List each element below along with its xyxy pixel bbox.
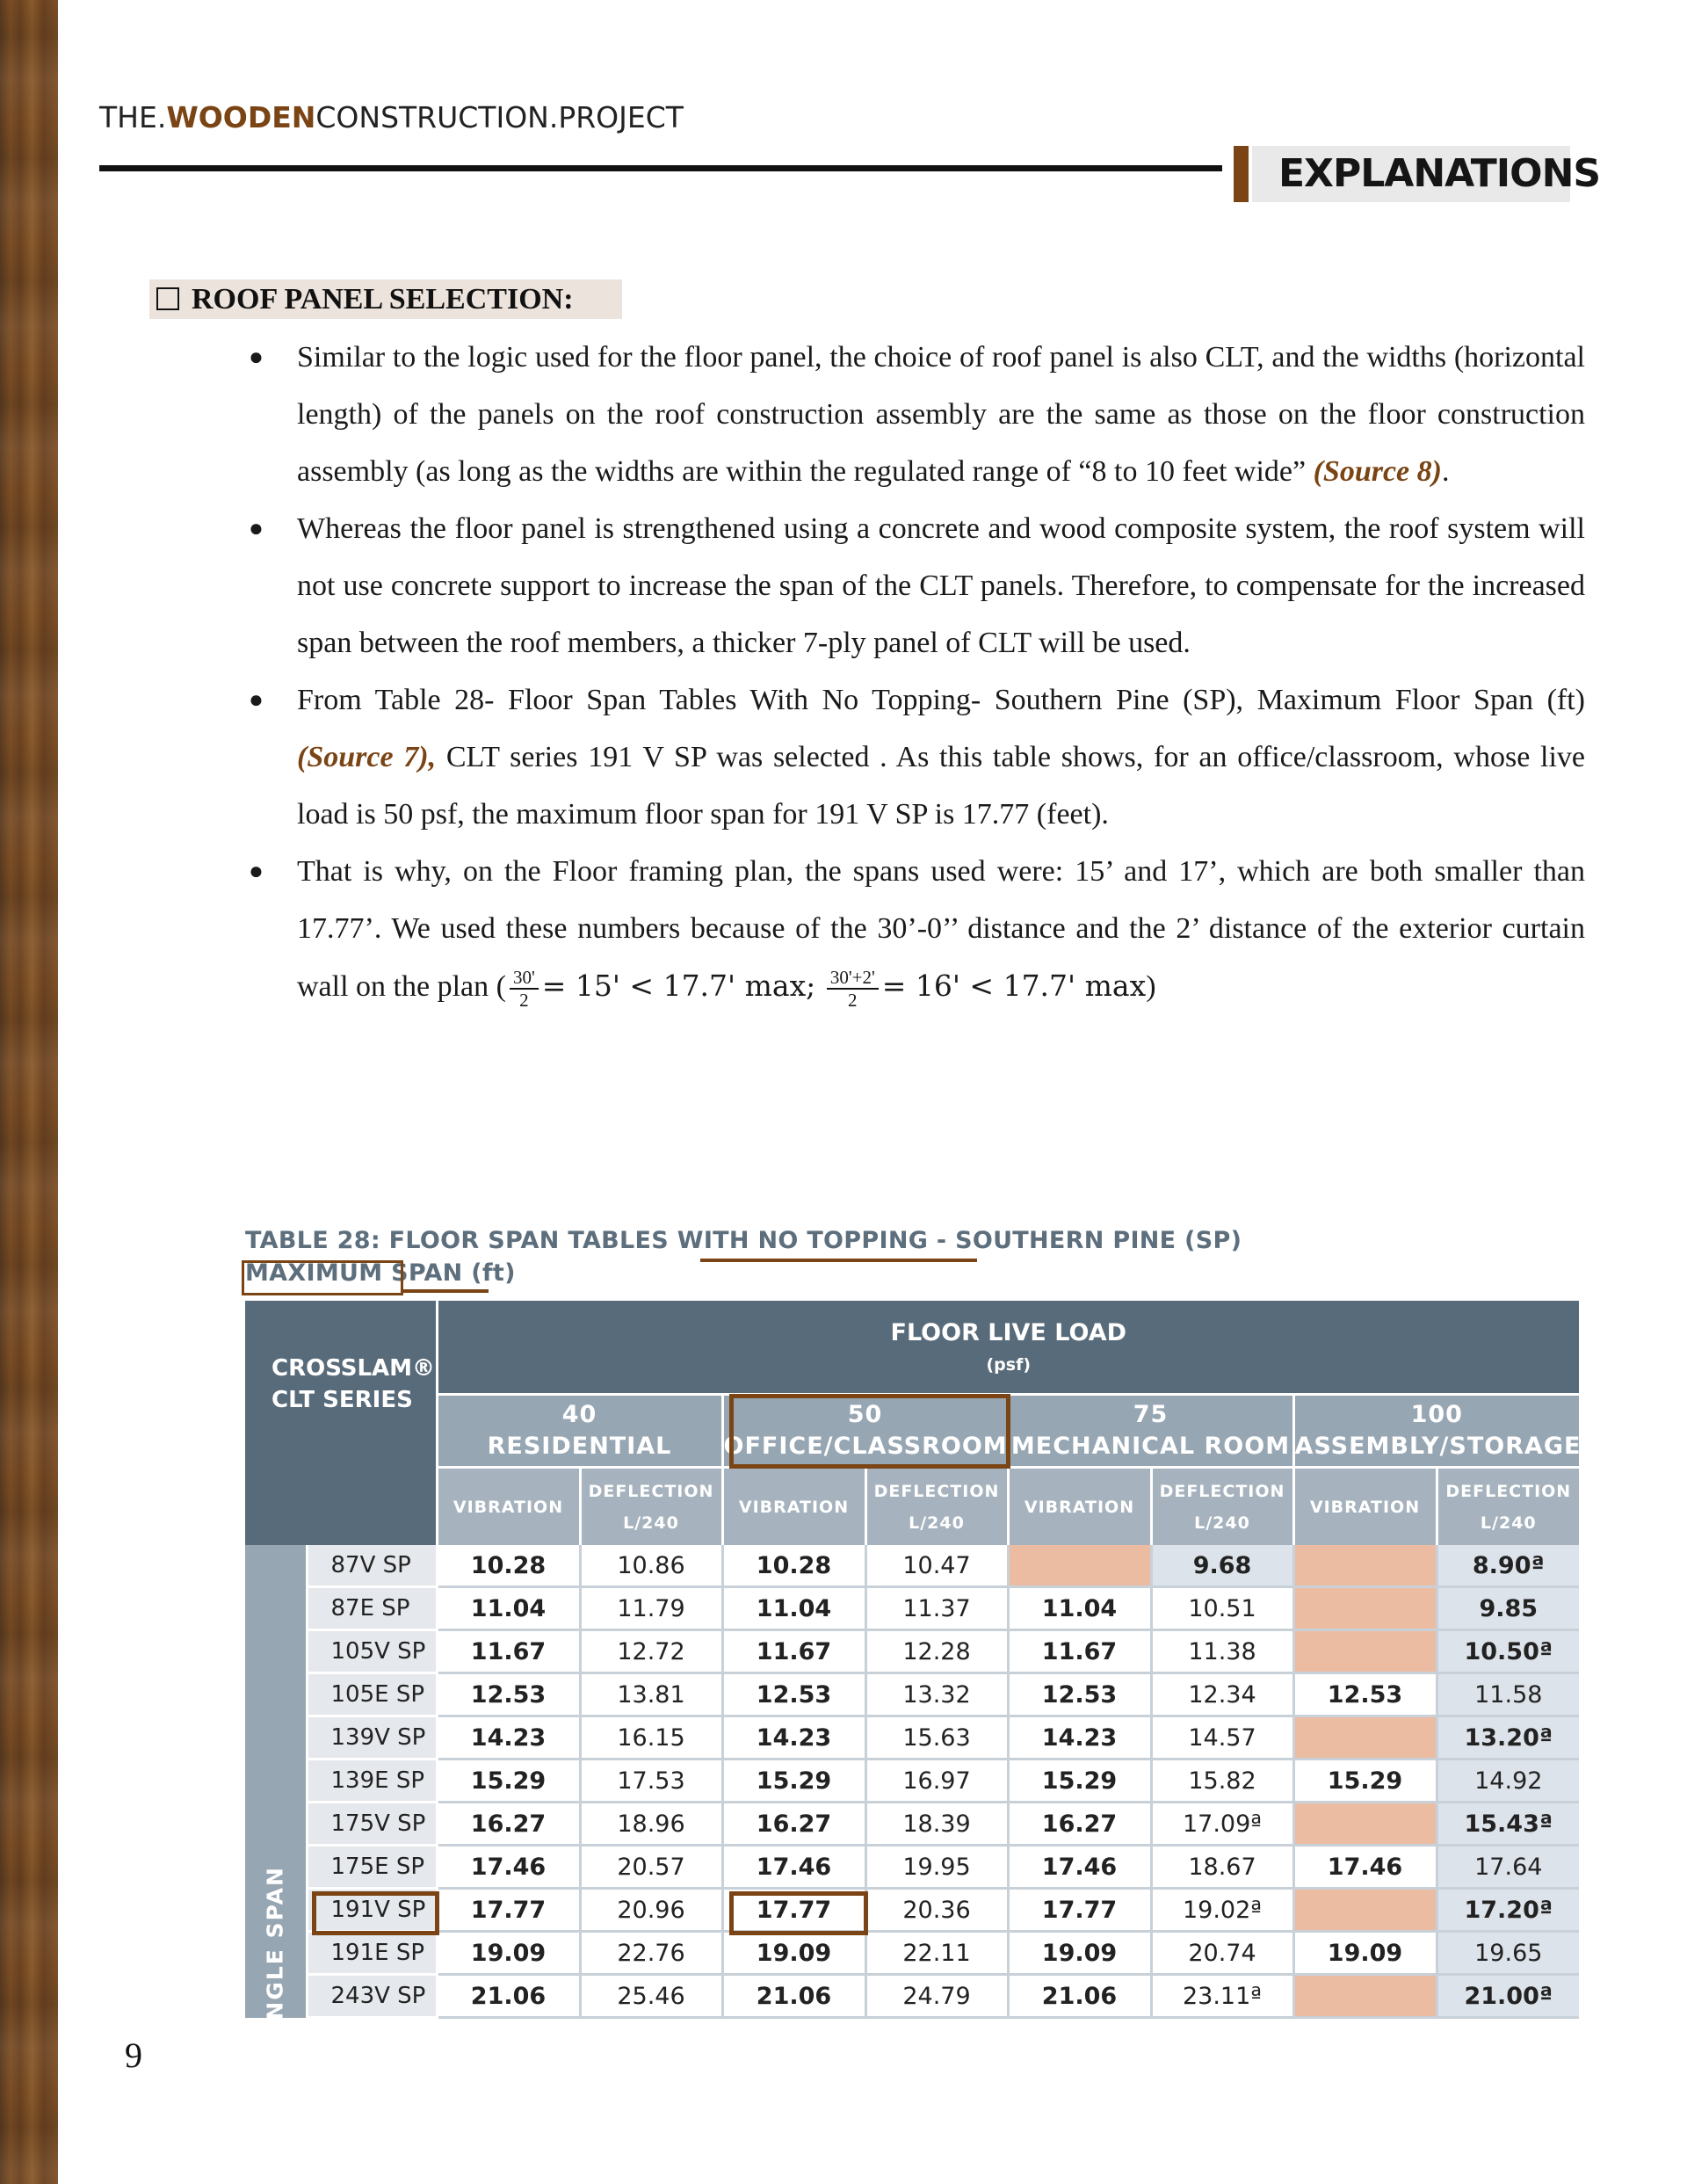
span-value-cell [1293, 1975, 1437, 2018]
vibration-header: VIBRATION [1293, 1468, 1437, 1546]
span-value-cell [1293, 1630, 1437, 1673]
span-value-cell: 17.46 [1008, 1846, 1151, 1889]
load-header: FLOOR LIVE LOAD (psf) [437, 1301, 1579, 1395]
span-value-cell: 21.06 [1008, 1975, 1151, 2018]
table-row [245, 1716, 1579, 1760]
section-heading [149, 279, 622, 319]
span-value-cell: 20.74 [1151, 1932, 1293, 1975]
span-value-cell: 13.32 [865, 1673, 1008, 1716]
span-value-cell: 17.77 [722, 1889, 865, 1932]
span-value-cell: 24.79 [865, 1975, 1008, 2018]
vibration-header: VIBRATION [722, 1468, 865, 1546]
span-value-cell: 10.86 [580, 1545, 722, 1587]
span-value-cell: 12.53 [437, 1673, 580, 1716]
span-value-cell: 23.11ª [1151, 1975, 1293, 2018]
span-value-cell: 11.38 [1151, 1630, 1293, 1673]
span-value-cell: 17.46 [437, 1846, 580, 1889]
span-value-cell: 10.47 [865, 1545, 1008, 1587]
span-value-cell: 9.85 [1437, 1587, 1579, 1630]
span-value-cell [1293, 1716, 1437, 1760]
vibration-header: VIBRATION [1008, 1468, 1151, 1546]
load-category-header: 75 MECHANICAL ROOM [1008, 1395, 1293, 1468]
span-value-cell: 12.28 [865, 1630, 1008, 1673]
title-underline [401, 1289, 489, 1293]
load-category-header: 40 RESIDENTIAL [437, 1395, 722, 1468]
span-value-cell: 11.04 [722, 1587, 865, 1630]
span-value-cell: 17.46 [722, 1846, 865, 1889]
series-cell: 139E SP [307, 1760, 437, 1803]
span-value-cell: 11.67 [722, 1630, 865, 1673]
span-value-cell: 17.46 [1293, 1846, 1437, 1889]
series-header-cont [245, 1468, 437, 1546]
span-value-cell: 19.09 [437, 1932, 580, 1975]
span-value-cell [1008, 1545, 1151, 1587]
span-value-cell: 11.67 [1008, 1630, 1151, 1673]
span-value-cell: 18.67 [1151, 1846, 1293, 1889]
span-value-cell: 21.06 [437, 1975, 580, 2018]
span-value-cell: 10.50ª [1437, 1630, 1579, 1673]
deflection-header: DEFLECTION L/240 [865, 1468, 1008, 1546]
span-value-cell: 19.09 [1293, 1932, 1437, 1975]
series-cell: 139V SP [307, 1716, 437, 1760]
fraction: $\frac{30'}{2}$ [510, 967, 539, 1011]
span-value-cell: 16.27 [1008, 1803, 1151, 1846]
span-value-cell: 14.23 [437, 1716, 580, 1760]
section-title: ROOF PANEL SELECTION: [192, 283, 574, 316]
fraction: $\frac{30'+2'}{2}$ [827, 967, 879, 1011]
span-value-cell: 15.29 [1008, 1760, 1151, 1803]
span-value-cell: 20.36 [865, 1889, 1008, 1932]
series-cell: 87V SP [307, 1545, 437, 1587]
series-cell: 87E SP [307, 1587, 437, 1630]
checkbox-icon [156, 287, 179, 310]
bullet-item-2: ● Whereas the floor panel is strengthened using a concrete and wood composite system, the roof system will not use concrete support to increase the span of the CLT panels. Therefore, to compensate for the increased span between the roof members, a thicker 7-ply panel of CLT will be used. [244, 500, 1585, 671]
series-cell: 191E SP [307, 1932, 437, 1975]
span-value-cell: 8.90ª [1437, 1545, 1579, 1587]
span-value-cell: 12.72 [580, 1630, 722, 1673]
span-value-cell: 14.23 [1008, 1716, 1151, 1760]
span-value-cell: 12.53 [1293, 1673, 1437, 1716]
span-value-cell [1293, 1587, 1437, 1630]
span-value-cell: 17.20ª [1437, 1889, 1579, 1932]
span-value-cell: 18.96 [580, 1803, 722, 1846]
span-value-cell: 10.51 [1151, 1587, 1293, 1630]
span-value-cell: 19.09 [722, 1932, 865, 1975]
span-value-cell: 25.46 [580, 1975, 722, 2018]
span-value-cell: 22.11 [865, 1932, 1008, 1975]
series-cell: 243V SP [307, 1975, 437, 2018]
span-value-cell: 15.82 [1151, 1760, 1293, 1803]
bullet-item-1: ● Similar to the logic used for the floor panel, the choice of roof panel is also CLT, and the widths (horizontal length) of the panels on the roof construction assembly are the same as those on the floor construction assembly (as long as the widths are within the regulated range of “8 to 10 feet wide” (Source 8). [244, 329, 1585, 500]
span-value-cell: 15.63 [865, 1716, 1008, 1760]
span-value-cell: 19.65 [1437, 1932, 1579, 1975]
span-value-cell: 11.04 [1008, 1587, 1151, 1630]
span-value-cell: 15.43ª [1437, 1803, 1579, 1846]
wood-grain-sidebar [0, 0, 58, 2184]
span-value-cell: 10.28 [722, 1545, 865, 1587]
span-value-cell: 12.34 [1151, 1673, 1293, 1716]
span-value-cell: 20.96 [580, 1889, 722, 1932]
series-cell: 175E SP [307, 1846, 437, 1889]
span-value-cell: 17.09ª [1151, 1803, 1293, 1846]
title-underline [700, 1259, 977, 1262]
span-value-cell: 16.27 [722, 1803, 865, 1846]
brand-logo: THE.WOODENCONSTRUCTION.PROJECT [99, 100, 684, 134]
bullet-list [244, 329, 1585, 1015]
span-value-cell: 13.20ª [1437, 1716, 1579, 1760]
span-value-cell: 11.37 [865, 1587, 1008, 1630]
span-value-cell: 22.76 [580, 1932, 722, 1975]
span-value-cell: 14.92 [1437, 1760, 1579, 1803]
span-value-cell: 14.23 [722, 1716, 865, 1760]
span-value-cell: 17.77 [1008, 1889, 1151, 1932]
bullet-item-4: ● That is why, on the Floor framing plan, the spans used were: 15’ and 17’, which are both smaller than 17.77’. We used these numbers because of the 30’-0’’ distance and the 2’ distance of the exterior curtain wall on the plan ( $\frac{30'}{2}$ = 15' < 17.7' max; $\frac{30'+2'}{2}$ = 16' < 17.7' max) [244, 843, 1585, 1015]
series-header: CROSSLAM® CLT SERIES [245, 1301, 437, 1468]
span-value-cell: 15.29 [437, 1760, 580, 1803]
table-row [245, 1760, 1579, 1803]
span-value-cell: 11.58 [1437, 1673, 1579, 1716]
table-row [245, 1889, 1579, 1932]
span-value-cell: 11.79 [580, 1587, 722, 1630]
table-row [245, 1673, 1579, 1716]
section-badge: EXPLANATIONS [1252, 146, 1570, 202]
span-value-cell: 16.27 [437, 1803, 580, 1846]
deflection-header: DEFLECTION L/240 [1437, 1468, 1579, 1546]
bullet-item-3: ● From Table 28- Floor Span Tables With No Topping- Southern Pine (SP), Maximum Floor Span (ft) (Source 7), CLT series 191 V SP was selected . As this table shows, for an office/classroom, whose live load is 50 psf, the maximum floor span for 191 V SP is 17.77 (feet). [244, 671, 1585, 843]
span-value-cell: 21.00ª [1437, 1975, 1579, 2018]
span-value-cell: 13.81 [580, 1673, 722, 1716]
span-value-cell: 19.02ª [1151, 1889, 1293, 1932]
span-value-cell: 16.97 [865, 1760, 1008, 1803]
span-value-cell: 9.68 [1151, 1545, 1293, 1587]
deflection-header: DEFLECTION L/240 [580, 1468, 722, 1546]
source-ref: (Source 7), [297, 741, 437, 773]
span-value-cell: 20.57 [580, 1846, 722, 1889]
span-value-cell: 11.04 [437, 1587, 580, 1630]
span-value-cell: 17.53 [580, 1760, 722, 1803]
single-span-label: SINGLE SPAN [245, 1545, 307, 2018]
series-cell: 105V SP [307, 1630, 437, 1673]
series-cell: 105E SP [307, 1673, 437, 1716]
table-row [245, 1545, 1579, 1587]
span-value-cell: 19.09 [1008, 1932, 1151, 1975]
span-value-cell: 10.28 [437, 1545, 580, 1587]
vibration-header: VIBRATION [437, 1468, 580, 1546]
table-row [245, 1975, 1579, 2018]
table-row [245, 1932, 1579, 1975]
badge-accent-bar [1234, 146, 1249, 202]
load-category-header: 50 OFFICE/CLASSROOM [722, 1395, 1008, 1468]
table-row [245, 1803, 1579, 1846]
span-value-cell: 11.67 [437, 1630, 580, 1673]
span-value-cell [1293, 1545, 1437, 1587]
span-value-cell [1293, 1889, 1437, 1932]
span-value-cell: 18.39 [865, 1803, 1008, 1846]
span-value-cell: 14.57 [1151, 1716, 1293, 1760]
span-value-cell: 12.53 [1008, 1673, 1151, 1716]
header-rule [99, 165, 1222, 171]
table-title: TABLE 28: FLOOR SPAN TABLES WITH NO TOPPING - SOUTHERN PINE (SP) MAXIMUM SPAN (ft) [245, 1227, 1242, 1287]
span-value-cell: 17.64 [1437, 1846, 1579, 1889]
span-value-cell: 12.53 [722, 1673, 865, 1716]
span-value-cell: 17.77 [437, 1889, 580, 1932]
source-ref: (Source 8) [1313, 455, 1442, 488]
span-table [245, 1301, 1582, 2048]
series-cell: 175V SP [307, 1803, 437, 1846]
span-value-cell [1293, 1803, 1437, 1846]
span-value-cell: 16.15 [580, 1716, 722, 1760]
page-number: 9 [125, 2035, 142, 2075]
table-row [245, 1846, 1579, 1889]
span-value-cell: 21.06 [722, 1975, 865, 2018]
span-value-cell: 15.29 [722, 1760, 865, 1803]
span-value-cell: 19.95 [865, 1846, 1008, 1889]
table-row [245, 1630, 1579, 1673]
table-row [245, 1587, 1579, 1630]
load-category-header: 100 ASSEMBLY/STORAGE [1293, 1395, 1579, 1468]
deflection-header: DEFLECTION L/240 [1151, 1468, 1293, 1546]
title-highlight-box [242, 1260, 403, 1295]
span-value-cell: 15.29 [1293, 1760, 1437, 1803]
series-cell: 191V SP [307, 1889, 437, 1932]
